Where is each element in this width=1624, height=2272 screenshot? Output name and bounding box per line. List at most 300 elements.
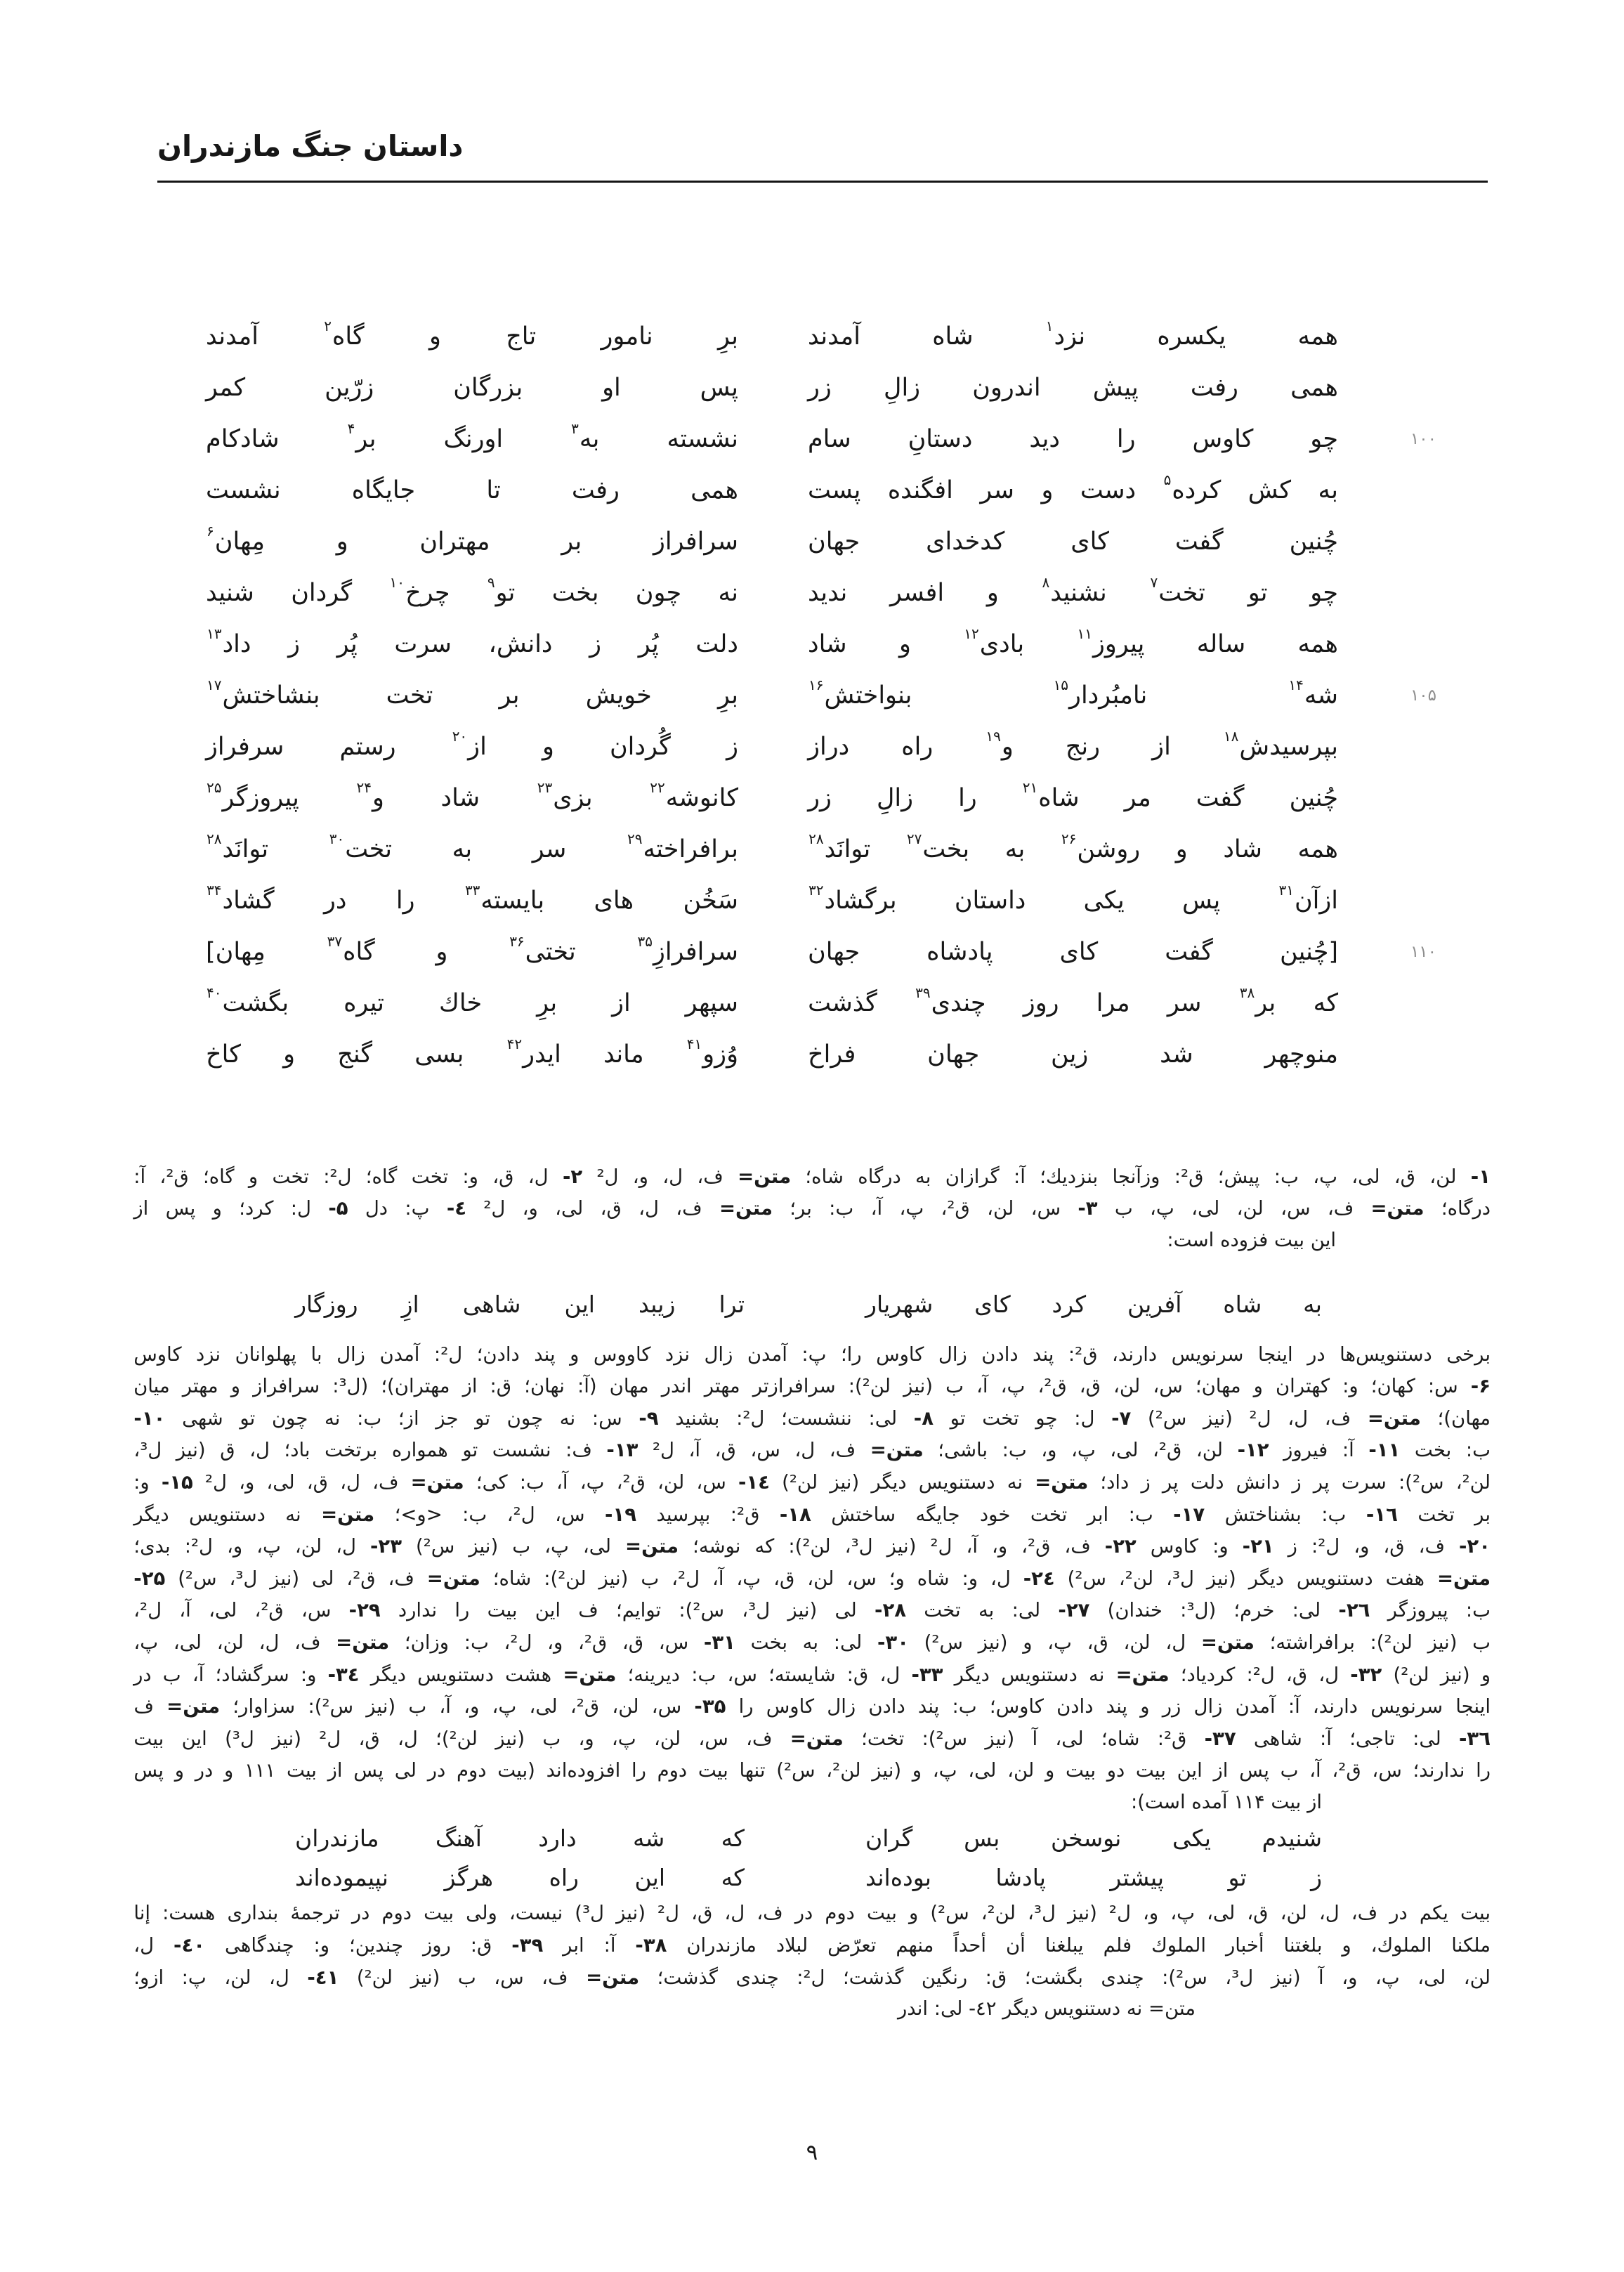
word: افزوده‌اند (546, 1759, 621, 1782)
footnote-marker: ۹ (487, 573, 495, 591)
word: س، (846, 1567, 877, 1590)
word: چندگاهی (224, 1934, 294, 1957)
word: لی، (1417, 1966, 1446, 1989)
word: آ، (179, 1599, 191, 1622)
word: ف، (1351, 1902, 1378, 1925)
word: ب (162, 1663, 181, 1686)
word: مر (1124, 783, 1151, 812)
word: و، (1041, 1439, 1057, 1462)
word: ل، (1318, 1902, 1340, 1925)
word: متن= (410, 1470, 464, 1494)
word: ۳٤- (327, 1663, 360, 1686)
word: آفرین (1127, 1290, 1182, 1318)
word: پند (1033, 1343, 1054, 1366)
word: آ، (1309, 1759, 1321, 1782)
word: را (958, 783, 977, 812)
word: به (1004, 835, 1026, 863)
couplet-row (0, 618, 1624, 670)
word: ب (641, 1567, 660, 1590)
word: نشنید$^۸$ (1042, 573, 1107, 607)
word: (نیز (985, 1727, 1015, 1750)
word: لی: (1011, 1599, 1041, 1622)
word: پس (353, 1759, 384, 1782)
word: لی (834, 1599, 857, 1622)
word: بیت (286, 1759, 317, 1782)
word: دید (1029, 424, 1061, 453)
word: کاوس (1192, 424, 1254, 453)
word: نه (1007, 1470, 1023, 1494)
word: ۱- (1470, 1165, 1491, 1188)
word: تخت (1417, 1503, 1455, 1526)
word: ق، (600, 1197, 622, 1220)
word: س: (1427, 1375, 1458, 1398)
couplet-row (0, 516, 1624, 567)
footnote-marker: ۴۲ (506, 1035, 523, 1052)
word: از (612, 988, 631, 1017)
apparatus-line (133, 1499, 1491, 1531)
word: تو (475, 1406, 490, 1430)
hemistich-left (206, 311, 738, 362)
word: رنج (1065, 732, 1101, 761)
word: ق²، (1153, 1439, 1182, 1462)
word: تخت (411, 1165, 449, 1188)
word: ق²، (941, 1197, 970, 1220)
word: آ: (133, 1165, 146, 1188)
word: دادن (981, 1343, 1019, 1366)
word: باشی؛ (938, 1439, 988, 1462)
hemistich-left (206, 670, 738, 721)
word: دیرینه؛ (627, 1663, 681, 1686)
word: ل، (879, 1663, 901, 1686)
word: ابر (1087, 1503, 1109, 1526)
word: آ، (712, 1567, 724, 1590)
word: لن، (1007, 1759, 1035, 1782)
word: ق، (773, 1567, 795, 1590)
word: س، (651, 1695, 682, 1718)
word: شاه؛ (492, 1567, 532, 1590)
couplet-row (0, 362, 1624, 413)
word: پ، (736, 1567, 761, 1590)
word: زیبد (638, 1290, 676, 1318)
hemistich-left (206, 926, 738, 977)
word: که (754, 1535, 775, 1558)
word: سرافرازتر (752, 1375, 836, 1398)
word: ماند (603, 1040, 644, 1069)
word: تو (1228, 1863, 1247, 1891)
word: نه (718, 578, 738, 607)
word: سر (980, 476, 1014, 504)
word: و، (239, 1470, 255, 1494)
word: تخت (982, 1406, 1019, 1430)
hemistich-left (206, 1029, 738, 1080)
word: پیش؛ (1217, 1165, 1260, 1188)
word: لن، (657, 1470, 685, 1494)
footnote-marker: ۶ (207, 522, 214, 540)
word: بیت (1135, 1759, 1166, 1782)
word: مهان؛ (1195, 1375, 1241, 1398)
word: ل: (1074, 1406, 1095, 1430)
word: کانوشه$^{۲۲}$ (650, 778, 738, 812)
word: ب: (691, 1663, 716, 1686)
footnote-marker: ۲۳ (537, 778, 553, 796)
word: لن، (1280, 1902, 1307, 1925)
word: زین (1051, 1040, 1089, 1069)
word: پادشا (995, 1863, 1046, 1891)
word: تخت (924, 1599, 961, 1622)
word: ق (220, 1439, 235, 1462)
word: ٤۰- (173, 1934, 206, 1957)
footnote-marker: ۳۶ (509, 932, 525, 950)
couplet-row (0, 875, 1624, 926)
word: این (535, 1599, 561, 1622)
hemistich-right (865, 1824, 1322, 1852)
word: نزد (196, 1343, 221, 1366)
word: (نیز (616, 1902, 646, 1925)
word: متن= (166, 1695, 221, 1718)
word: لی، (1055, 1727, 1084, 1750)
hemistich-left (206, 772, 738, 823)
word: چو (1035, 1406, 1058, 1430)
word: درگاه؛ (1441, 1197, 1491, 1220)
word: و، (1342, 1966, 1358, 1989)
word: ب: (829, 1197, 854, 1220)
word: چون (635, 578, 682, 607)
word: ق، (691, 1902, 713, 1925)
word: ق: (490, 1375, 512, 1398)
word: برافراخته$^{۲۹}$ (627, 830, 738, 863)
hemistich-left (206, 721, 738, 772)
word: کرده$^۵$ (1163, 471, 1222, 504)
word: بیت (1460, 1902, 1491, 1925)
word: لی: (1292, 1599, 1321, 1622)
word: و (1253, 1375, 1263, 1398)
word: گاه$^۲$ (324, 317, 365, 351)
word: تخت؛ (861, 1727, 905, 1750)
word: بر؛ (790, 1197, 812, 1220)
apparatus-line (133, 1898, 1491, 1930)
hemistich-right (808, 823, 1338, 875)
word: که (1313, 988, 1338, 1017)
apparatus-embedded-couplet (133, 1819, 1491, 1858)
couplet-row (0, 772, 1624, 823)
footnote-marker: ۱۲ (964, 625, 979, 642)
word: ب: (1002, 1439, 1027, 1462)
word: ل، (724, 1902, 745, 1925)
word: دست (1080, 476, 1137, 504)
word: و (1045, 1759, 1055, 1782)
word: ل³، (133, 1439, 162, 1462)
word: ل² (1249, 1406, 1271, 1430)
word: پ، (932, 1759, 957, 1782)
word: پ: (181, 1966, 207, 1989)
word: پُر (638, 629, 659, 658)
word: و (912, 1759, 922, 1782)
word: دوم (657, 1759, 688, 1782)
word: برِ (537, 988, 558, 1017)
apparatus-line (133, 1562, 1491, 1595)
word: بر$^{۳۸}$ (1239, 984, 1276, 1017)
word: رستم (339, 732, 396, 761)
word: تخت (1030, 1503, 1068, 1526)
word: آ: (1320, 1727, 1332, 1750)
word: س، (1030, 1197, 1061, 1220)
word: بیت (487, 1599, 518, 1622)
word: ۸- (913, 1406, 934, 1430)
word: تو (1248, 578, 1268, 607)
word: نوسخن (1051, 1824, 1122, 1852)
word: س²): (308, 1695, 354, 1718)
word: فلم (1103, 1934, 1132, 1957)
word: بشنید (675, 1406, 720, 1430)
word: زر (808, 783, 832, 812)
word: آ، (966, 1535, 978, 1558)
word: کاوس (766, 1695, 815, 1718)
word: متن= (1200, 1631, 1255, 1654)
word: نشست (206, 476, 281, 504)
word: گرازان (945, 1165, 1000, 1188)
word: پیش (1092, 373, 1139, 402)
word: س، (1281, 1197, 1311, 1220)
hemistich-right (808, 618, 1338, 670)
word: تخت (386, 681, 433, 710)
word: ب: (1128, 1503, 1153, 1526)
word: پ، (1000, 1375, 1026, 1398)
word: شاه؛ (1101, 1727, 1140, 1750)
footnote-marker: ۲ (324, 317, 332, 334)
word: آمدن (747, 1343, 787, 1366)
word: بدی؛ (133, 1535, 171, 1558)
word: ب: (519, 1470, 544, 1494)
word: بر (499, 681, 520, 710)
word: کش (1248, 476, 1292, 504)
word: به (452, 835, 473, 863)
word: مهتران (419, 527, 490, 556)
word: را (1476, 1759, 1491, 1782)
word: پهلوانان (235, 1343, 297, 1366)
word: روز (1023, 988, 1059, 1017)
word: دستنویس (1296, 1567, 1373, 1590)
word: و (174, 1759, 185, 1782)
word: ب (945, 1375, 964, 1398)
word: کاوس؛ (989, 1695, 1044, 1718)
word: س، (727, 1663, 757, 1686)
word: لن، (1236, 1197, 1264, 1220)
couplet-row (0, 823, 1624, 875)
word: همی (690, 476, 738, 504)
couplet-row (0, 721, 1624, 772)
word: ملكنا (1451, 1934, 1491, 1957)
word: لی: (868, 1406, 898, 1430)
word: پ، (544, 1535, 569, 1558)
word: تو$^۹$ (487, 573, 516, 607)
couplet-row (0, 1029, 1624, 1080)
word: (نیز (1440, 1663, 1470, 1686)
word: يبلغنا (1045, 1934, 1084, 1957)
word: ل²، (672, 1567, 700, 1590)
word: شنیدم (1262, 1824, 1322, 1852)
word: اینجا (1257, 1343, 1293, 1366)
word: ل، (397, 1727, 418, 1750)
word: ب: (1273, 1165, 1299, 1188)
word: س²) (1148, 1406, 1187, 1430)
apparatus-line (133, 1161, 1491, 1193)
word: ل³، (1028, 1902, 1056, 1925)
word: آ (1318, 1966, 1324, 1989)
word: س، (698, 1727, 728, 1750)
word: ز (1292, 1470, 1302, 1494)
word: سر (1167, 988, 1202, 1017)
word: را (738, 1695, 754, 1718)
apparatus-line (133, 1626, 1491, 1659)
word: را (395, 886, 415, 915)
word: دلت (1190, 1470, 1224, 1494)
word: زالِ (876, 783, 914, 812)
word: گردان (291, 578, 353, 607)
word: و (230, 1375, 240, 1398)
word: و، (227, 1535, 243, 1558)
word: و (542, 732, 554, 761)
word: شاه؛ (805, 1165, 844, 1188)
word: ف، (1327, 1197, 1354, 1220)
footnote-marker: ۳۷ (327, 932, 343, 950)
word: ۱٤- (738, 1470, 770, 1494)
word: ب (457, 1966, 476, 1989)
word: پ، (256, 1535, 281, 1558)
word: خاك (438, 988, 483, 1017)
word: پ: (801, 1343, 827, 1366)
word: را (1116, 424, 1136, 453)
word: و (336, 527, 348, 556)
footnote-marker: ۸ (1042, 573, 1050, 591)
word: زال (336, 1343, 365, 1366)
word: ل²: (736, 1406, 765, 1430)
word: بایسته$^{۳۳}$ (464, 881, 545, 915)
word: نوشه؛ (693, 1535, 741, 1558)
word: جهان (927, 1040, 980, 1069)
word: متن= (1115, 1663, 1170, 1686)
word: (بیت (497, 1759, 535, 1782)
word: ل، (249, 1439, 270, 1462)
word: ف (578, 1599, 598, 1622)
word: لن، (612, 1695, 639, 1718)
hemistich-left (206, 977, 738, 1029)
word: ق، (1087, 1631, 1108, 1654)
word: ق²، (616, 1470, 646, 1494)
word: تیره (343, 988, 385, 1017)
apparatus-line (133, 1659, 1491, 1691)
critical-apparatus-section (133, 1161, 1491, 2025)
word: و، (464, 1695, 480, 1718)
word: گفت (1165, 937, 1213, 966)
word: ق، (1285, 1663, 1308, 1686)
word: به (802, 1631, 819, 1654)
hemistich-right (808, 977, 1338, 1029)
word: س²): (922, 1727, 968, 1750)
word: اورنگ (443, 424, 504, 453)
word: ل²: (1311, 1535, 1340, 1558)
footnote-marker: ۴ (347, 419, 355, 437)
word: شاد (440, 783, 480, 812)
word: در (427, 1759, 446, 1782)
word: گذشت (808, 988, 877, 1017)
word: ق²، (159, 1165, 189, 1188)
word: ۳۷- (1204, 1727, 1236, 1750)
word: زال (704, 1343, 733, 1366)
word: نامبُردار$^{۱۵}$ (1053, 676, 1148, 710)
word: ب (512, 1535, 531, 1558)
footnote-marker: ۳۳ (464, 881, 480, 899)
word: جهان (808, 527, 860, 556)
word: (نیز (495, 1727, 525, 1750)
word: در (794, 1902, 813, 1925)
word: پُر (336, 629, 358, 658)
apparatus-line (133, 1402, 1491, 1435)
word: خندان) (1107, 1599, 1163, 1622)
hemistich-left (295, 1864, 745, 1891)
footnote-marker: ۱۹ (985, 727, 1001, 745)
word: متن= (790, 1727, 844, 1750)
word: برخی (1446, 1343, 1491, 1366)
word: ل، (258, 1631, 280, 1654)
word: متن= (1370, 1197, 1425, 1220)
word: بگشت$^{۴۰}$ (207, 984, 289, 1017)
word: (ل³: (1180, 1599, 1217, 1622)
word: سپهر (685, 988, 738, 1017)
word: شاهی (462, 1290, 521, 1318)
word: کی؛ (476, 1470, 508, 1494)
word: ق، (306, 1470, 328, 1494)
word: لی، (968, 1759, 997, 1782)
word: أن (1005, 1934, 1026, 1957)
word: پر (1162, 1470, 1179, 1494)
word: سرت (1341, 1470, 1387, 1494)
word: ۳۵- (694, 1695, 726, 1718)
word: س²) (1067, 1567, 1106, 1590)
word: ۲۹- (348, 1599, 381, 1622)
word: ل³، (1225, 1966, 1254, 1989)
word: لن²)؛ (436, 1727, 478, 1750)
word: ۱۱- (1368, 1439, 1401, 1462)
footnote-marker: ۳۰ (329, 830, 345, 847)
apparatus-line (133, 1961, 1491, 1994)
word: لی، (173, 1631, 202, 1654)
word: شاه (917, 1567, 950, 1590)
word: ق²، (1037, 1375, 1067, 1398)
apparatus-line (133, 1755, 1491, 1787)
word: یکم (1419, 1902, 1448, 1925)
word: بیت (698, 1759, 728, 1782)
word: متن= (625, 1535, 679, 1558)
word: شاه$^{۲۱}$ (1022, 778, 1080, 812)
word: پیشتر (1110, 1863, 1165, 1891)
word: وزآنجا (1112, 1165, 1160, 1188)
word: در (133, 1663, 152, 1686)
word: ف، (294, 1631, 321, 1654)
word: س، (301, 1599, 332, 1622)
word: دادن؛ (476, 1343, 520, 1366)
word: س، (696, 1470, 726, 1494)
word: تو (240, 1406, 256, 1430)
word: و؛ (889, 1567, 905, 1590)
word: ق²، (570, 1695, 600, 1718)
word: لن، (1113, 1375, 1141, 1398)
word: ق، (1383, 1535, 1405, 1558)
word: پ، (579, 1470, 605, 1494)
word: متن= (586, 1966, 640, 1989)
word: ۲۲- (1104, 1535, 1137, 1558)
word: آمدن (379, 1343, 420, 1366)
word: س²) (930, 1902, 969, 1925)
